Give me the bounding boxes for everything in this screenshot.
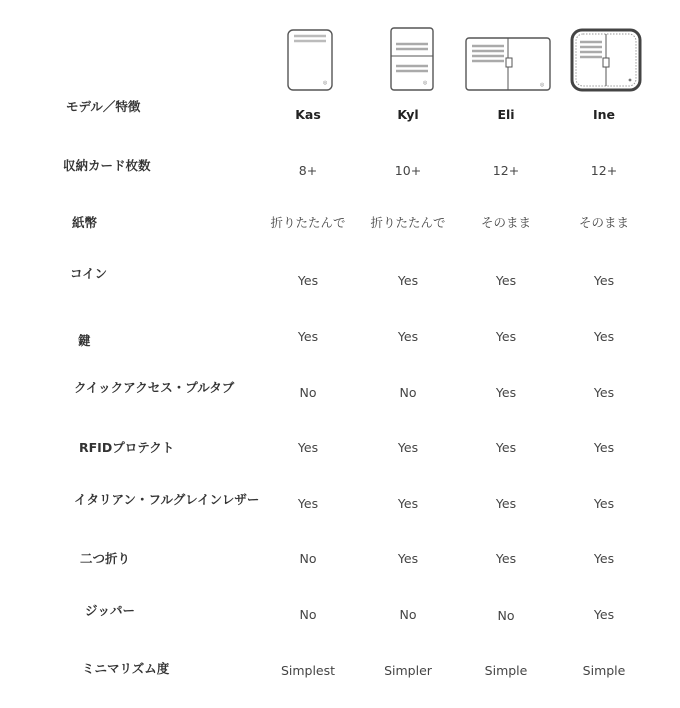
row-label-pull-tab: クイックアクセス・プルタブ bbox=[74, 380, 235, 395]
cell-bifold-kyl: Yes bbox=[397, 551, 419, 566]
cell-rfid-kas: Yes bbox=[297, 440, 319, 455]
cell-pull-tab-ine: Yes bbox=[593, 385, 615, 400]
cell-zipper-eli: No bbox=[497, 608, 515, 623]
svg-text:◎: ◎ bbox=[323, 80, 328, 86]
cell-leather-kas: Yes bbox=[297, 496, 319, 511]
cell-zipper-kas: No bbox=[299, 607, 317, 622]
cell-coins-eli: Yes bbox=[495, 273, 517, 288]
cell-card-capacity-kyl: 10+ bbox=[394, 163, 422, 178]
svg-text:◎: ◎ bbox=[423, 80, 428, 86]
cell-pull-tab-eli: Yes bbox=[495, 385, 517, 400]
svg-text:◎: ◎ bbox=[540, 82, 545, 88]
eli-wallet-icon bbox=[464, 22, 552, 92]
cell-coins-kyl: Yes bbox=[397, 273, 419, 288]
header-label: モデル／特徴 bbox=[66, 99, 141, 114]
cell-bifold-kas: No bbox=[299, 551, 317, 566]
row-label-minimalism: ミニマリズム度 bbox=[82, 661, 170, 676]
cell-coins-ine: Yes bbox=[593, 273, 615, 288]
cell-leather-kyl: Yes bbox=[397, 496, 419, 511]
cell-card-capacity-kas: 8+ bbox=[298, 163, 318, 178]
row-label-keys: 鍵 bbox=[78, 333, 91, 348]
kyl-wallet-icon bbox=[389, 22, 435, 92]
cell-bifold-eli: Yes bbox=[495, 551, 517, 566]
kas-wallet-icon bbox=[286, 22, 334, 92]
cell-pull-tab-kyl: No bbox=[399, 385, 417, 400]
cell-rfid-ine: Yes bbox=[593, 440, 615, 455]
row-label-bills: 紙幣 bbox=[72, 215, 98, 230]
ine-wallet-icon bbox=[570, 22, 642, 92]
cell-bills-eli: そのまま bbox=[480, 215, 531, 230]
row-label-card-capacity: 収納カード枚数 bbox=[63, 158, 151, 173]
cell-rfid-eli: Yes bbox=[495, 440, 517, 455]
row-label-rfid: RFIDプロテクト bbox=[79, 440, 175, 455]
cell-coins-kas: Yes bbox=[297, 273, 319, 288]
cell-keys-ine: Yes bbox=[593, 329, 615, 344]
row-label-zipper: ジッパー bbox=[85, 603, 136, 618]
cell-keys-kyl: Yes bbox=[397, 329, 419, 344]
cell-minimalism-ine: Simple bbox=[582, 663, 626, 678]
cell-rfid-kyl: Yes bbox=[397, 440, 419, 455]
cell-card-capacity-eli: 12+ bbox=[492, 163, 520, 178]
cell-card-capacity-ine: 12+ bbox=[590, 163, 618, 178]
cell-minimalism-eli: Simple bbox=[484, 663, 528, 678]
model-name-ine: Ine bbox=[592, 107, 616, 122]
row-label-coins: コイン bbox=[70, 266, 108, 281]
cell-bills-ine: そのまま bbox=[578, 215, 629, 230]
row-label-bifold: 二つ折り bbox=[80, 551, 131, 566]
model-name-eli: Eli bbox=[497, 107, 515, 122]
cell-minimalism-kas: Simplest bbox=[280, 663, 336, 678]
cell-leather-eli: Yes bbox=[495, 496, 517, 511]
cell-bills-kas: 折りたたんで bbox=[270, 215, 346, 230]
cell-keys-eli: Yes bbox=[495, 329, 517, 344]
cell-zipper-kyl: No bbox=[399, 607, 417, 622]
cell-pull-tab-kas: No bbox=[299, 385, 317, 400]
cell-zipper-ine: Yes bbox=[593, 607, 615, 622]
model-name-kas: Kas bbox=[295, 107, 321, 122]
row-label-leather: イタリアン・フルグレインレザー bbox=[74, 492, 260, 507]
cell-minimalism-kyl: Simpler bbox=[384, 663, 432, 678]
cell-keys-kas: Yes bbox=[297, 329, 319, 344]
cell-bifold-ine: Yes bbox=[593, 551, 615, 566]
cell-bills-kyl: 折りたたんで bbox=[370, 215, 446, 230]
model-name-kyl: Kyl bbox=[397, 107, 419, 122]
cell-leather-ine: Yes bbox=[593, 496, 615, 511]
